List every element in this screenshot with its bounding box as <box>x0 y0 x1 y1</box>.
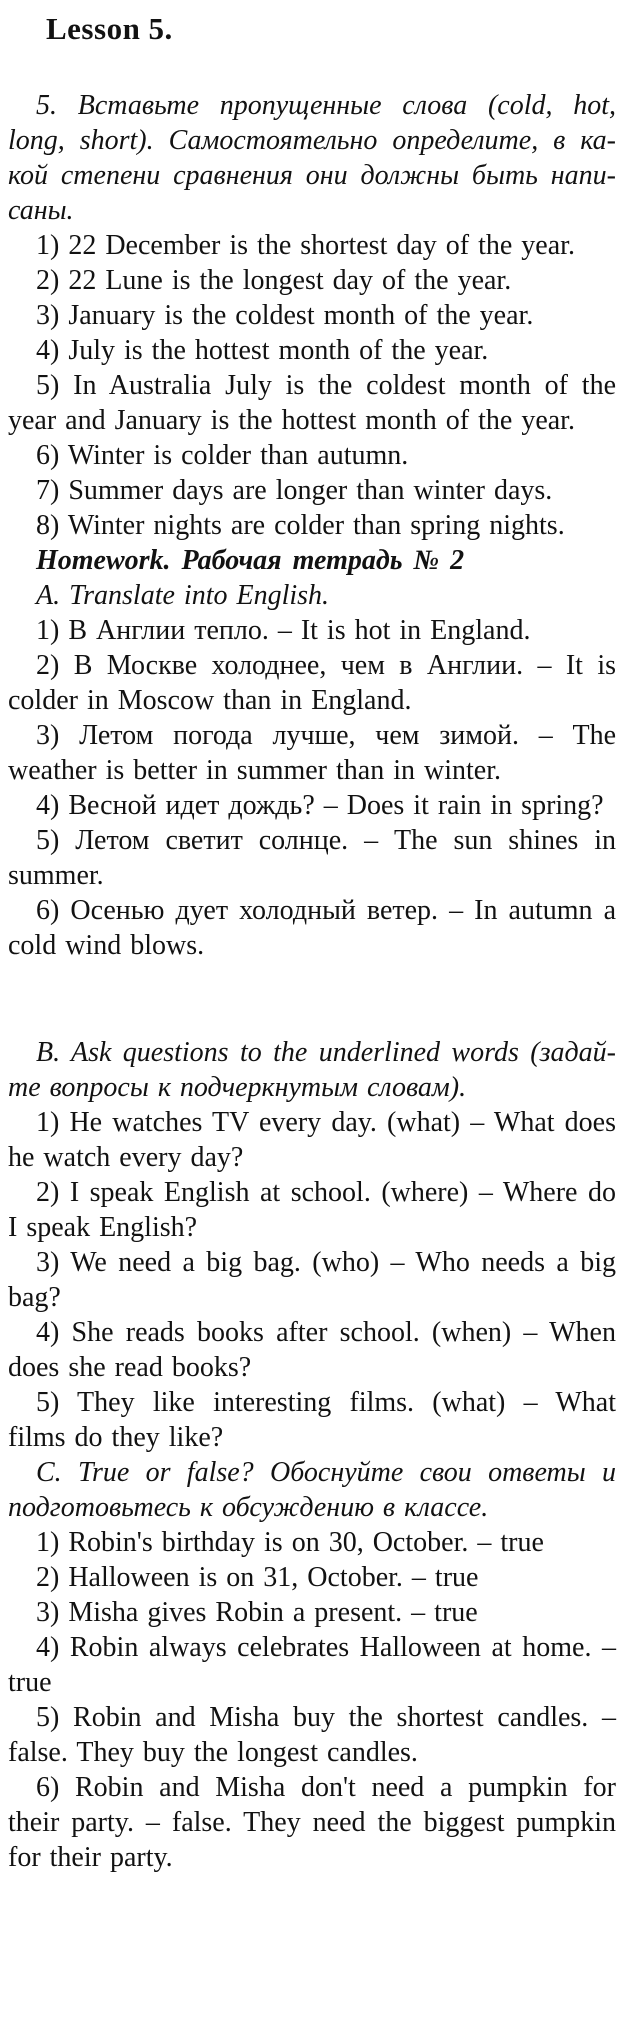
task5-item-5: 5) In Australia July is the coldest month of the year and January is the hottest month of the year. <box>8 370 616 436</box>
lesson-heading: Lesson 5. <box>46 11 173 46</box>
section-c-item-4: 4) Robin always celebrates Halloween at home. – true <box>8 1632 616 1698</box>
task5-item-6: 6) Winter is colder than autumn. <box>36 440 409 471</box>
section-a-item-1: 1) В Англии тепло. – It is hot in England. <box>36 615 531 646</box>
section-a-item-6: 6) Осенью дует холодный ветер. – In autumn a cold wind blows. <box>8 895 616 961</box>
section-c-item-3: 3) Misha gives Robin a present. – true <box>36 1597 478 1628</box>
section-gap <box>8 963 616 1035</box>
section-b-item-3: 3) We need a big bag. (who) – Who needs a big bag? <box>8 1247 616 1313</box>
task5-item-2: 2) 22 Lune is the longest day of the year. <box>36 265 512 296</box>
section-b-heading: B. Ask questions to the underlined words (задайте вопросы к подчеркнутым словам). <box>8 1037 616 1103</box>
section-c-item-6: 6) Robin and Misha don't need a pumpkin for their party. – false. They need the biggest pumpkin for their party. <box>8 1772 616 1873</box>
task5-item-8: 8) Winter nights are colder than spring nights. <box>36 510 565 541</box>
section-a-item-5: 5) Летом светит солнце. – The sun shines in summer. <box>8 825 616 891</box>
section-b-item-2: 2) I speak English at school. (where) – Where do I speak English? <box>8 1177 616 1243</box>
task5-item-4: 4) July is the hottest month of the year. <box>36 335 489 366</box>
section-c-item-1: 1) Robin's birthday is on 30, October. – true <box>36 1527 544 1558</box>
section-b-item-1: 1) He watches TV every day. (what) – What does he watch every day? <box>8 1107 616 1173</box>
task5-instruction: 5. Вставьте пропущенные слова (cold, hot, long, short). Самостоятельно определите, в какой степени сравнения они должны быть написаны. <box>8 90 616 226</box>
section-b-item-4: 4) She reads books after school. (when) – When does she read books? <box>8 1317 616 1383</box>
section-a-item-2: 2) В Москве холоднее, чем в Англии. – It is colder in Moscow than in England. <box>8 650 616 716</box>
section-c-item-5: 5) Robin and Misha buy the shortest candles. – false. They buy the longest candles. <box>8 1702 616 1768</box>
section-c-heading: C. True or false? Обоснуйте свои ответы и подготовьтесь к обсуждению в классе. <box>8 1457 616 1523</box>
task5-item-1: 1) 22 December is the shortest day of the year. <box>36 230 575 261</box>
section-c-item-2: 2) Halloween is on 31, October. – true <box>36 1562 479 1593</box>
section-b-item-5: 5) They like interesting films. (what) – What films do they like? <box>8 1387 616 1453</box>
task5-item-7: 7) Summer days are longer than winter days. <box>36 475 553 506</box>
section-a-item-3: 3) Летом погода лучше, чем зимой. – The weather is better in summer than in winter. <box>8 720 616 786</box>
homework-heading: Homework. Рабочая тетрадь № 2 <box>36 545 465 576</box>
section-a-item-4: 4) Весной идет дождь? – Does it rain in spring? <box>36 790 604 821</box>
task5-item-3: 3) January is the coldest month of the year. <box>36 300 534 331</box>
section-a-heading: A. Translate into English. <box>36 580 330 611</box>
